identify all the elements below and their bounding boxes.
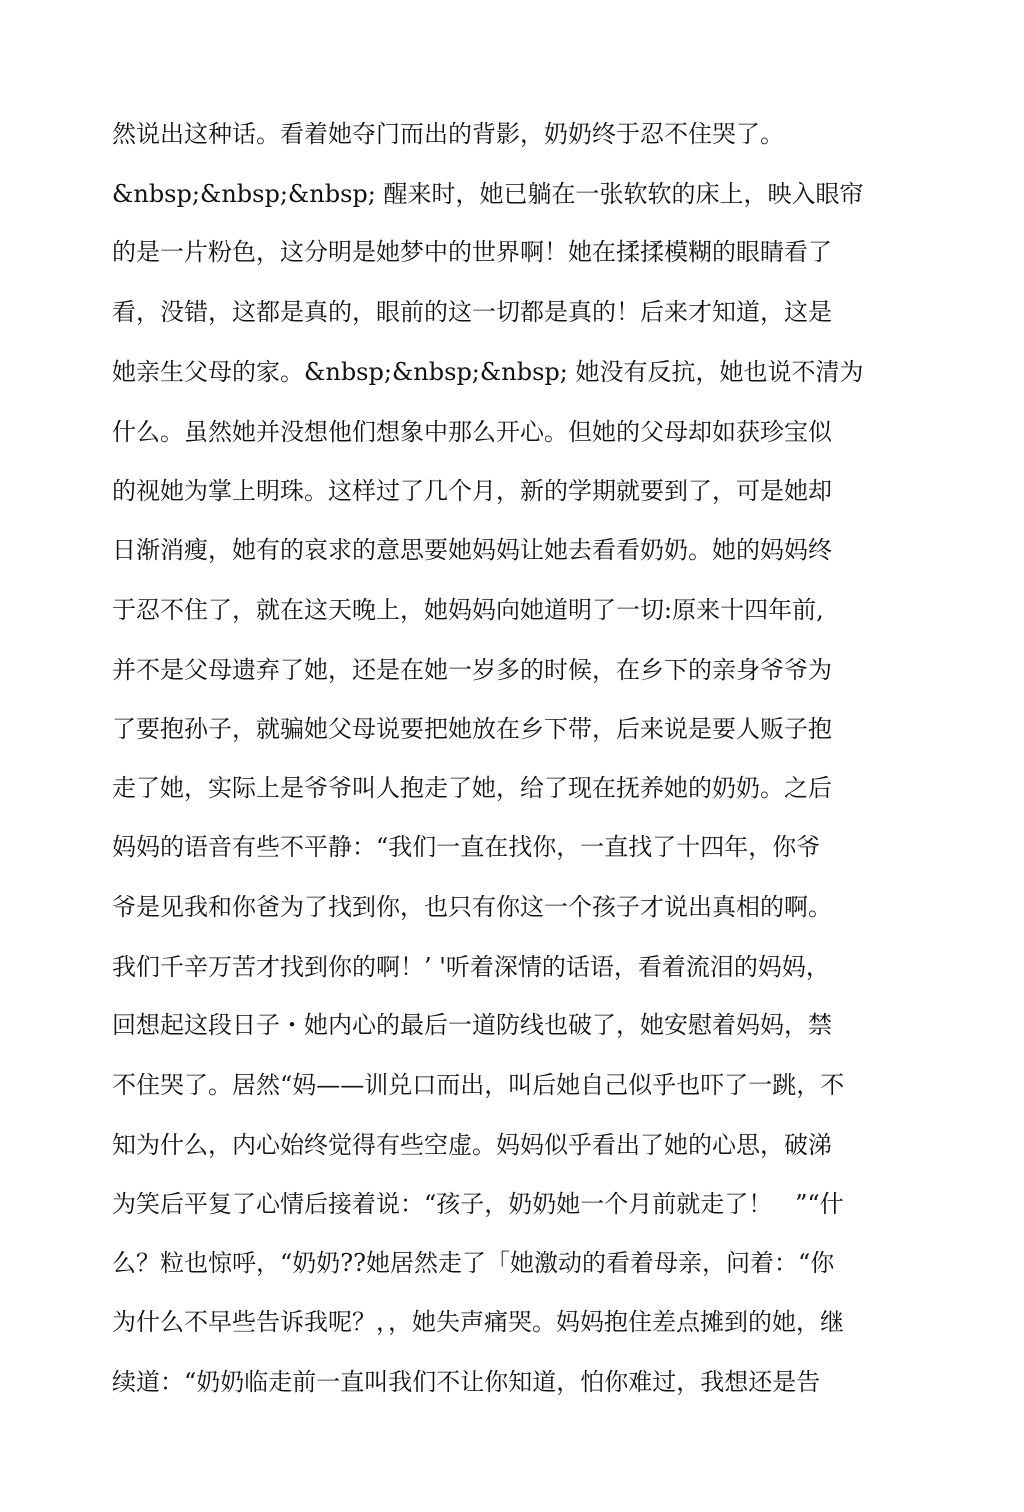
paragraph-line: 然说出这种话。看着她夺门而出的背影，奶奶终于忍不住哭了。	[112, 120, 784, 148]
paragraph-line: 爷是见我和你爸为了找到你，也只有你这一个孩子才说出真相的啊。	[112, 893, 832, 921]
paragraph-line: 了要抱孙子，就骗她父母说要把她放在乡下带，后来说是要人贩子抱	[112, 715, 832, 743]
paragraph-line: 妈妈的语音有些不平静：“我们一直在找你，一直找了十四年，你爷	[112, 833, 821, 861]
paragraph-line: 的视她为掌上明珠。这样过了几个月，新的学期就要到了，可是她却	[112, 477, 832, 505]
paragraph-line: 知为什么，内心始终觉得有些空虚。妈妈似乎看出了她的心思，破涕	[112, 1131, 832, 1159]
paragraph-line: 日渐消瘦，她有的哀求的意思要她妈妈让她去看看奶奶。她的妈妈终	[112, 536, 832, 564]
paragraph-line: 什么。虽然她并没想他们想象中那么开心。但她的父母却如获珍宝似	[112, 418, 832, 446]
paragraph-line: 走了她，实际上是爷爷叫人抱走了她，给了现在抚养她的奶奶。之后	[112, 774, 832, 802]
paragraph-line: 回想起这段日子・她内心的最后一道防线也破了，她安慰着妈妈，禁	[112, 1011, 832, 1039]
paragraph-line: 么？粒也惊呼，“奶奶??她居然走了「她激动的看着母亲，问着：“你	[112, 1249, 835, 1277]
paragraph-line: &nbsp;&nbsp;&nbsp; 醒来时，她已躺在一张软软的床上，映入眼帘	[112, 180, 864, 208]
paragraph-line: 看，没错，这都是真的，眼前的这一切都是真的！后来才知道，这是	[112, 298, 832, 326]
paragraph-line: 为笑后平复了心情后接着说：“孩子，奶奶她一个月前就走了！ ”“什	[112, 1190, 844, 1218]
paragraph-line: 为什么不早些告诉我呢？，，她失声痛哭。妈妈抱住差点摊到的她，继	[112, 1308, 844, 1336]
paragraph-line: 她亲生父母的家。&nbsp;&nbsp;&nbsp; 她没有反抗，她也说不清为	[112, 358, 864, 386]
paragraph-line: 续道：“奶奶临走前一直叫我们不让你知道，怕你难过，我想还是告	[112, 1368, 821, 1396]
paragraph-line: 于忍不住了，就在这天晚上，她妈妈向她道明了一切:原来十四年前,	[112, 596, 824, 624]
paragraph-line: 的是一片粉色，这分明是她梦中的世界啊！她在揉揉模糊的眼睛看了	[112, 238, 832, 266]
paragraph-line: 我们千辛万苦才找到你的啊！’ '听着深情的话语，看着流泪的妈妈，	[112, 953, 830, 981]
paragraph-line: 并不是父母遗弃了她，还是在她一岁多的时候，在乡下的亲身爷爷为	[112, 656, 832, 684]
paragraph-line: 不住哭了。居然“妈——训兑口而出，叫后她自己似乎也吓了一跳，不	[112, 1071, 845, 1099]
